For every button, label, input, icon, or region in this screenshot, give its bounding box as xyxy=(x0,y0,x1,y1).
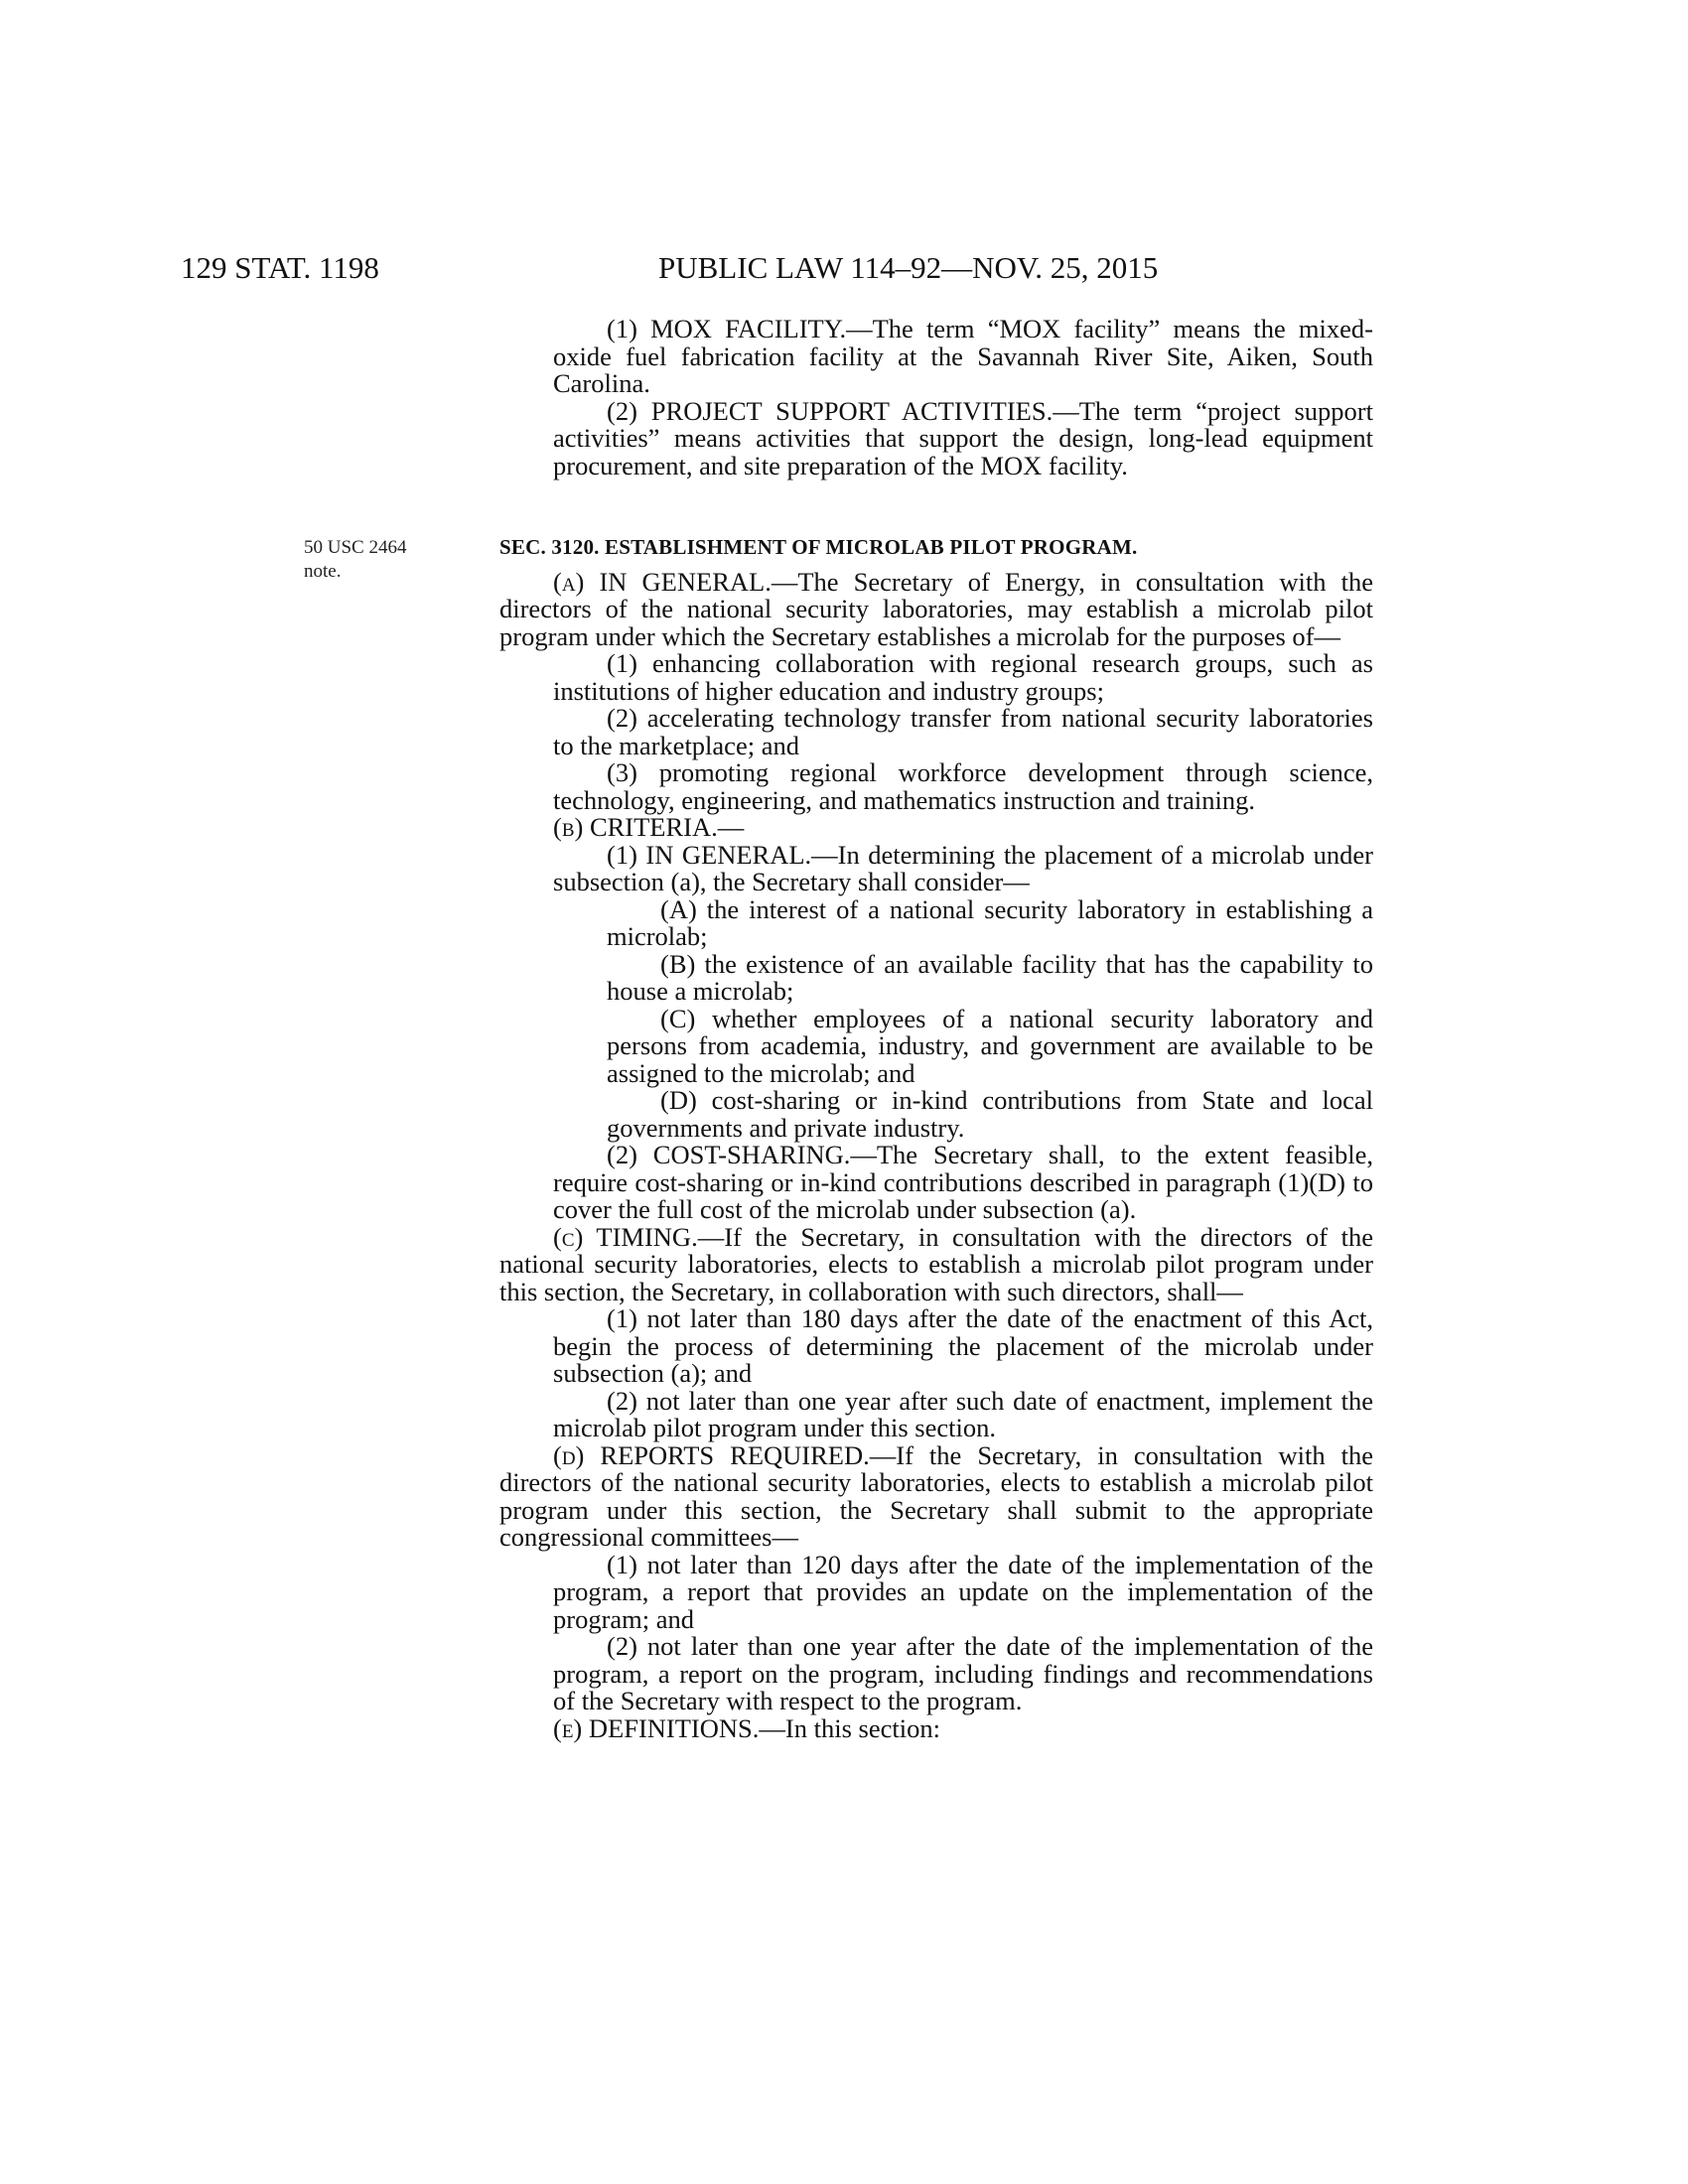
paragraph-item: (3) promoting regional workforce development through science, technology, engineering, and mathematics instruction and training. xyxy=(553,757,1373,815)
paragraph-text: —The Secretary shall, to the extent feasible, require cost-sharing or in-kind contributions described in paragraph (1)(D) to cover the full cost of the microlab under subsection (a). xyxy=(553,1140,1373,1224)
running-head-law-title: PUBLIC LAW 114–92—NOV. 25, 2015 xyxy=(658,250,1159,285)
continued-definitions xyxy=(499,316,1373,479)
definition-term: (1) MOX FACILITY. xyxy=(607,314,847,343)
subsection-text: —In this section: xyxy=(759,1712,940,1743)
subsection-text: —The Secretary of Energy, in consultation with the directors of the national security laboratories, may establish a microlab pilot program under which the Secretary establishes a microlab for the purposes of— xyxy=(499,566,1373,651)
subsection-text: —If the Secretary, in consultation with the directors of the national security laboratories, elects to establish a microlab pilot program under this section, the Secretary shall submit to the appropriate congressional committees— xyxy=(499,1439,1373,1552)
definition-text: —The term “project support activities” means activities that support the design, long-lead equipment procurement, and site preparation of the MOX facility. xyxy=(553,395,1373,480)
subsection-heading: (b) CRITERIA. xyxy=(553,812,718,842)
section-heading: SEC. 3120. ESTABLISHMENT OF MICROLAB PILOT PROGRAM. xyxy=(499,535,1138,559)
paragraph-item: (2) not later than one year after such date of enactment, implement the microlab pilot program under this section. xyxy=(553,1385,1373,1442)
margin-note xyxy=(304,536,435,584)
subsection-text: — xyxy=(717,812,745,842)
subsection-text: —If the Secretary, in consultation with the directors of the national security laboratories, elects to establish a microlab pilot program under this section, the Secretary, in collaboration with such directors, shall— xyxy=(499,1221,1373,1306)
subsection-b xyxy=(499,814,1373,842)
paragraph-text: —In determining the placement of a microlab under subsection (a), the Secretary shall consider— xyxy=(553,839,1374,896)
subsection-heading: (d) REPORTS REQUIRED. xyxy=(553,1439,870,1470)
definition-mox-facility xyxy=(499,316,1373,398)
subsection-heading: (e) DEFINITIONS. xyxy=(553,1712,760,1743)
definition-term: (2) PROJECT SUPPORT ACTIVITIES. xyxy=(607,395,1054,426)
margin-note-citation: 50 USC 2464 xyxy=(304,537,407,558)
paragraph-item: (2) accelerating technology transfer from national security laboratories to the marketplace; and xyxy=(553,703,1373,760)
subsection-e xyxy=(499,1712,1373,1743)
paragraph-heading: (2) COST-SHARING. xyxy=(607,1140,851,1169)
paragraph-item: (1) not later than 180 days after the date of the enactment of this Act, begin the process of determining the placement of the microlab under subsection (a); and xyxy=(553,1303,1373,1388)
paragraph-item: (1) enhancing collaboration with regional research groups, such as institutions of higher education and industry groups; xyxy=(553,648,1373,706)
subparagraph-item: (B) the existence of an available facility that has the capability to house a microlab; xyxy=(607,948,1373,1006)
paragraph-b2 xyxy=(499,1142,1373,1224)
subsection-heading: (c) TIMING. xyxy=(553,1221,698,1252)
paragraph-heading: (1) IN GENERAL. xyxy=(607,839,812,870)
section-3120 xyxy=(499,534,1373,1742)
subparagraph-item: (A) the interest of a national security laboratory in establishing a microlab; xyxy=(607,893,1373,951)
paragraph-item: (2) not later than one year after the date of the implementation of the program, a report on the program, including findings and recommendations of the Secretary with respect to the program. xyxy=(553,1631,1373,1715)
subsection-heading: (a) IN GENERAL. xyxy=(553,566,772,597)
subsection-c xyxy=(499,1221,1373,1306)
definition-text: —The term “MOX facility” means the mixed-oxide fuel fabrication facility at the Savannah River Site, Aiken, South Carolina. xyxy=(553,314,1373,398)
subparagraph-item: (D) cost-sharing or in-kind contributions from State and local governments and private industry. xyxy=(607,1085,1373,1143)
definition-project-support xyxy=(499,395,1373,480)
margin-note-suffix: note. xyxy=(304,561,342,582)
subsection-d xyxy=(499,1439,1373,1552)
stat-page-reference: 129 STAT. 1198 xyxy=(181,250,379,285)
subparagraph-item: (C) whether employees of a national security laboratory and persons from academia, industry, and government are available to be assigned to the microlab; and xyxy=(607,1003,1373,1088)
paragraph-item: (1) not later than 120 days after the date of the implementation of the program, a report that provides an update on the implementation of the program; and xyxy=(553,1549,1373,1634)
paragraph-b1 xyxy=(499,839,1374,896)
subsection-a xyxy=(499,566,1373,651)
